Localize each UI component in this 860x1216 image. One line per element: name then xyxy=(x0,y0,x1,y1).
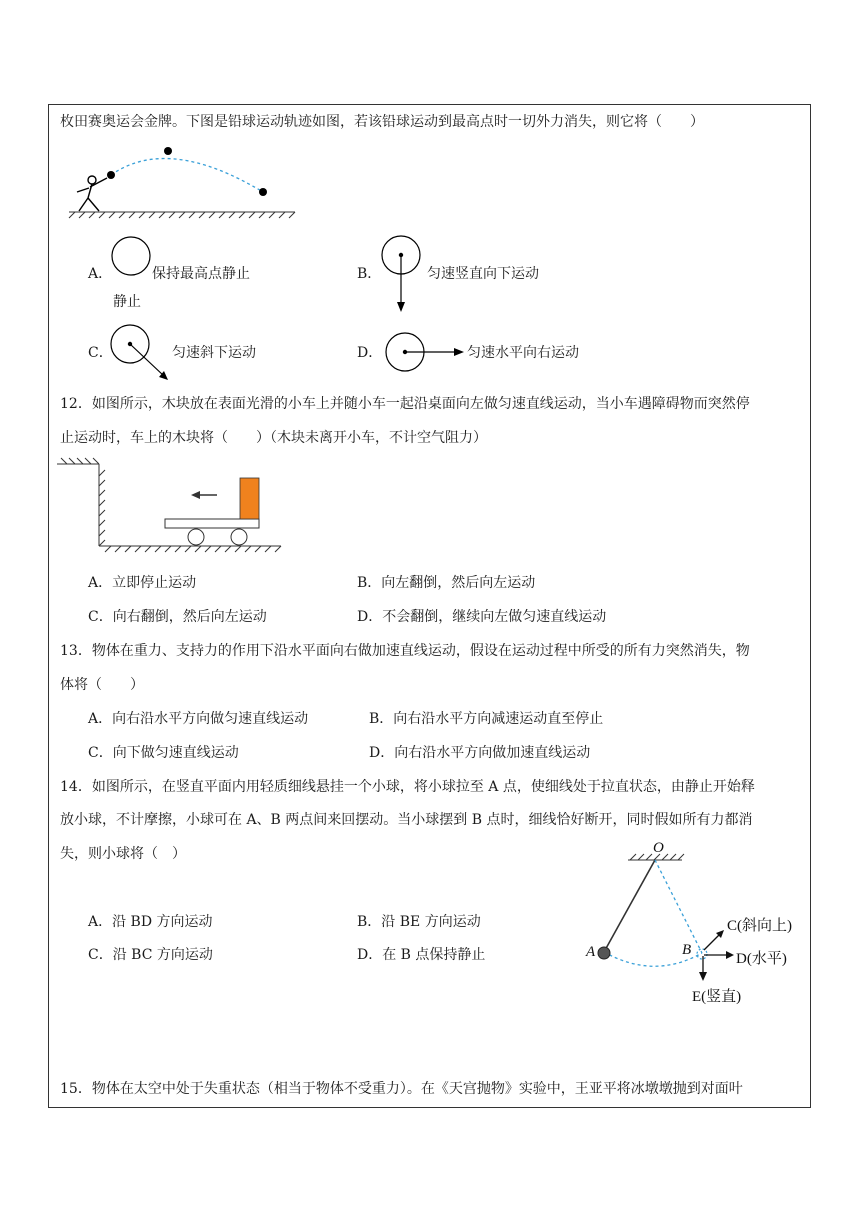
option-c-diagonal-arrow-icon xyxy=(110,324,172,384)
label-a: A xyxy=(586,944,596,960)
ball-highest xyxy=(164,147,172,155)
ball-end xyxy=(259,188,267,196)
label-d: D(水平) xyxy=(736,951,787,967)
thrower-figure xyxy=(77,176,107,211)
q13-option-c[interactable]: C．向下做匀速直线运动 xyxy=(88,745,239,761)
q11-option-a-wrap: 静止 xyxy=(113,294,141,310)
q14-stem-line-1: 14．如图所示，在竖直平面内用轻质细线悬挂一个小球，将小球拉至 A 点，使细线处于拉直状态，由静止开始释 xyxy=(60,779,755,795)
shotput-trajectory-figure xyxy=(55,140,305,225)
q14-option-a[interactable]: A．沿 BD 方向运动 xyxy=(88,914,213,930)
q13-option-a[interactable]: A．向右沿水平方向做匀速直线运动 xyxy=(88,711,309,727)
option-a-circle-icon xyxy=(110,236,152,278)
cart-wheel-left xyxy=(188,529,204,545)
trajectory-path xyxy=(111,159,263,192)
q12-stem-line-1: 12．如图所示，木块放在表面光滑的小车上并随小车一起沿桌面向左做匀速直线运动，当小车遇障碍物而突然停 xyxy=(60,396,750,412)
q13-option-d[interactable]: D．向右沿水平方向做加速直线运动 xyxy=(369,745,591,761)
q11-option-a-label[interactable]: A． xyxy=(88,266,113,282)
option-d-right-arrow-icon xyxy=(384,332,466,374)
q13-stem-line-2: 体将（ ） xyxy=(60,677,144,693)
q12-option-b[interactable]: B．向左翻倒，然后向左运动 xyxy=(357,575,536,591)
q11-option-d-label[interactable]: D． xyxy=(357,345,383,361)
ball-b-ghost xyxy=(697,949,707,959)
q14-stem-line-3: 失，则小球将（ ） xyxy=(60,846,186,862)
cart-wheel-right xyxy=(231,529,247,545)
label-b: B xyxy=(682,942,692,958)
q11-option-a-text: 保持最高点静止 xyxy=(152,266,250,282)
arrow-bc xyxy=(704,934,720,950)
q14-stem-line-2: 放小球，不计摩擦，小球可在 A、B 两点间来回摆动。当小球摆到 B 点时，细线恰好断开，同时假如所有力都消 xyxy=(60,812,753,828)
pendulum-figure xyxy=(582,838,812,1008)
q12-option-a[interactable]: A．立即停止运动 xyxy=(88,575,197,591)
cart-block-figure xyxy=(55,458,295,558)
q12-option-c[interactable]: C．向右翻倒，然后向左运动 xyxy=(88,609,267,625)
ball-start xyxy=(107,171,115,179)
q12-stem-line-2: 止运动时，车上的木块将（ ）（木块未离开小车，不计空气阻力） xyxy=(60,430,487,446)
wood-block xyxy=(240,478,259,519)
q13-option-b[interactable]: B．向右沿水平方向减速运动直至停止 xyxy=(369,711,604,727)
q11-option-c-text: 匀速斜下运动 xyxy=(172,345,256,361)
q12-option-d[interactable]: D．不会翻倒，继续向左做匀速直线运动 xyxy=(357,609,607,625)
label-c: C(斜向上) xyxy=(727,918,792,934)
string-dashed xyxy=(655,860,702,953)
q15-stem-line-1: 15．物体在太空中处于失重状态（相当于物体不受重力）。在《天宫抛物》实验中，王亚平将冰墩墩抛到对面叶 xyxy=(60,1081,743,1097)
option-b-down-arrow-icon xyxy=(380,234,424,316)
ball-a xyxy=(598,947,610,959)
q14-option-d[interactable]: D．在 B 点保持静止 xyxy=(357,947,486,963)
label-e: E(竖直) xyxy=(692,989,742,1005)
q11-option-b-label[interactable]: B． xyxy=(357,266,382,282)
q13-stem-line-1: 13．物体在重力、支持力的作用下沿水平面向右做加速直线运动，假设在运动过程中所受的所有力突然消失，物 xyxy=(60,643,750,659)
ground-hatch xyxy=(69,212,295,218)
cart-body xyxy=(165,519,259,528)
q14-option-c[interactable]: C．沿 BC 方向运动 xyxy=(88,947,213,963)
q11-option-d-text: 匀速水平向右运动 xyxy=(467,345,579,361)
q14-option-b[interactable]: B．沿 BE 方向运动 xyxy=(357,914,481,930)
string xyxy=(604,860,655,952)
q11-option-c-label[interactable]: C． xyxy=(88,345,113,361)
q11-stem-line: 枚田赛奥运会金牌。下图是铅球运动轨迹如图，若该铅球运动到最高点时一切外力消失，则它将（ ） xyxy=(60,114,704,130)
label-o: O xyxy=(653,840,664,856)
q11-option-b-text: 匀速竖直向下运动 xyxy=(427,266,539,282)
